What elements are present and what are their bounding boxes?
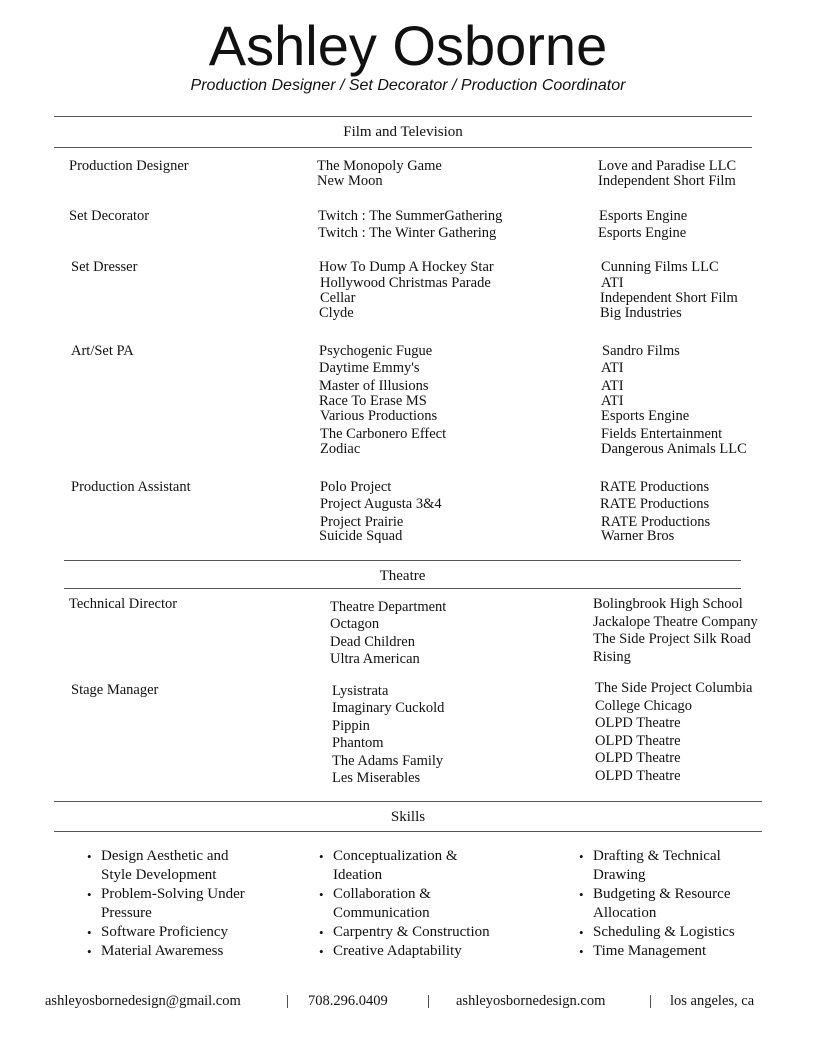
company-item: The Side Project Silk Road bbox=[593, 631, 751, 647]
company-item: RATE Productions bbox=[600, 479, 710, 495]
skill-item: • Scheduling & Logistics bbox=[579, 923, 753, 942]
company-item: Sandro Films bbox=[602, 343, 680, 359]
project-item: Lysistrata bbox=[332, 683, 389, 699]
project-item: New Moon bbox=[317, 173, 383, 189]
divider bbox=[54, 831, 762, 832]
contact-phone[interactable]: 708.296.0409 bbox=[308, 993, 388, 1009]
project-item: Project Augusta 3&4 bbox=[320, 496, 442, 512]
skills-column-2 bbox=[319, 847, 493, 961]
skill-item: • Software Proficiency bbox=[87, 923, 261, 942]
skill-item: • Problem-Solving Under Pressure bbox=[87, 885, 261, 923]
company-item: ATI bbox=[601, 393, 624, 409]
company-item: Cunning Films LLC bbox=[601, 259, 719, 275]
company-item: OLPD Theatre bbox=[595, 715, 681, 731]
company-item: RATE Productions bbox=[600, 496, 710, 512]
company-item: Fields Entertainment bbox=[601, 426, 723, 442]
project-item: Phantom bbox=[332, 735, 384, 751]
divider bbox=[54, 147, 752, 148]
company-item: Big Industries bbox=[600, 305, 682, 321]
project-item: The Adams Family bbox=[332, 753, 444, 769]
role-technical-director: Technical Director bbox=[69, 596, 178, 612]
project-item: Les Miserables bbox=[332, 770, 421, 786]
project-item: Dead Children bbox=[330, 634, 415, 650]
role-production-assistant: Production Assistant bbox=[71, 479, 191, 495]
project-item: Pippin bbox=[332, 718, 370, 734]
separator: | bbox=[427, 993, 431, 1009]
project-item: Octagon bbox=[330, 616, 380, 632]
company-item: ATI bbox=[601, 378, 624, 394]
company-item: OLPD Theatre bbox=[595, 768, 681, 784]
contact-website[interactable]: ashleyosbornedesign.com bbox=[456, 993, 606, 1009]
divider bbox=[54, 801, 762, 802]
project-item: Suicide Squad bbox=[319, 528, 403, 544]
company-item: Esports Engine bbox=[601, 408, 690, 424]
resume-title: Production Designer / Set Decorator / Production Coordinator bbox=[190, 77, 626, 94]
separator: | bbox=[286, 993, 290, 1009]
project-item: Theatre Department bbox=[330, 599, 447, 615]
company-item: The Side Project Columbia bbox=[595, 680, 753, 696]
company-item: Dangerous Animals LLC bbox=[601, 441, 747, 457]
company-item: OLPD Theatre bbox=[595, 733, 681, 749]
skill-item: • Time Management bbox=[579, 942, 753, 961]
project-item: The Monopoly Game bbox=[317, 158, 442, 174]
skill-item: • Conceptualization & Ideation bbox=[319, 847, 493, 885]
project-item: Cellar bbox=[320, 290, 356, 306]
skill-item: • Design Aesthetic and Style Development bbox=[87, 847, 261, 885]
project-item: Psychogenic Fugue bbox=[319, 343, 433, 359]
contact-email[interactable]: ashleyosbornedesign@gmail.com bbox=[45, 993, 241, 1009]
company-item: Warner Bros bbox=[601, 528, 675, 544]
company-item: Love and Paradise LLC bbox=[598, 158, 737, 174]
company-item: Rising bbox=[593, 649, 631, 665]
project-item: Zodiac bbox=[320, 441, 361, 457]
skill-item: • Creative Adaptability bbox=[319, 942, 493, 961]
project-item: The Carbonero Effect bbox=[320, 426, 447, 442]
skill-item: • Collaboration & Communication bbox=[319, 885, 493, 923]
company-item: College Chicago bbox=[595, 698, 693, 714]
project-item: Daytime Emmy's bbox=[319, 360, 420, 376]
skill-item: • Budgeting & Resource Allocation bbox=[579, 885, 753, 923]
company-item: Esports Engine bbox=[598, 225, 687, 241]
section-heading-skills: Skills bbox=[390, 809, 426, 825]
section-heading-film: Film and Television bbox=[343, 124, 463, 140]
company-item: OLPD Theatre bbox=[595, 750, 681, 766]
divider bbox=[64, 588, 741, 589]
project-item: Various Productions bbox=[320, 408, 438, 424]
project-item: Twitch : The SummerGathering bbox=[318, 208, 503, 224]
skill-item: • Drafting & Technical Drawing bbox=[579, 847, 753, 885]
project-item: Project Prairie bbox=[320, 514, 404, 530]
project-item: Race To Erase MS bbox=[319, 393, 427, 409]
role-art-set-pa: Art/Set PA bbox=[71, 343, 134, 359]
project-item: Imaginary Cuckold bbox=[332, 700, 445, 716]
separator: | bbox=[649, 993, 653, 1009]
role-set-decorator: Set Decorator bbox=[69, 208, 150, 224]
company-item: Jackalope Theatre Company bbox=[593, 614, 758, 630]
skills-column-3 bbox=[579, 847, 753, 961]
section-heading-theatre: Theatre bbox=[379, 568, 426, 584]
role-stage-manager: Stage Manager bbox=[71, 682, 159, 698]
contact-location: los angeles, ca bbox=[670, 993, 755, 1009]
project-item: Polo Project bbox=[320, 479, 392, 495]
divider bbox=[54, 116, 752, 117]
company-item: RATE Productions bbox=[601, 514, 711, 530]
company-item: Independent Short Film bbox=[598, 173, 736, 189]
project-item: Clyde bbox=[319, 305, 354, 321]
company-item: Esports Engine bbox=[599, 208, 688, 224]
project-item: Ultra American bbox=[330, 651, 420, 667]
company-item: ATI bbox=[601, 275, 624, 291]
resume-name: Ashley Osborne bbox=[208, 14, 608, 77]
skill-item: • Carpentry & Construction bbox=[319, 923, 493, 942]
role-production-designer: Production Designer bbox=[69, 158, 189, 174]
project-item: Hollywood Christmas Parade bbox=[320, 275, 491, 291]
skills-column-1 bbox=[87, 847, 261, 961]
role-set-dresser: Set Dresser bbox=[71, 259, 138, 275]
company-item: Independent Short Film bbox=[600, 290, 738, 306]
divider bbox=[64, 560, 741, 561]
company-item: ATI bbox=[601, 360, 624, 376]
project-item: How To Dump A Hockey Star bbox=[319, 259, 494, 275]
company-item: Bolingbrook High School bbox=[593, 596, 743, 612]
project-item: Master of Illusions bbox=[319, 378, 429, 394]
project-item: Twitch : The Winter Gathering bbox=[318, 225, 497, 241]
skill-item: • Material Awaremess bbox=[87, 942, 261, 961]
